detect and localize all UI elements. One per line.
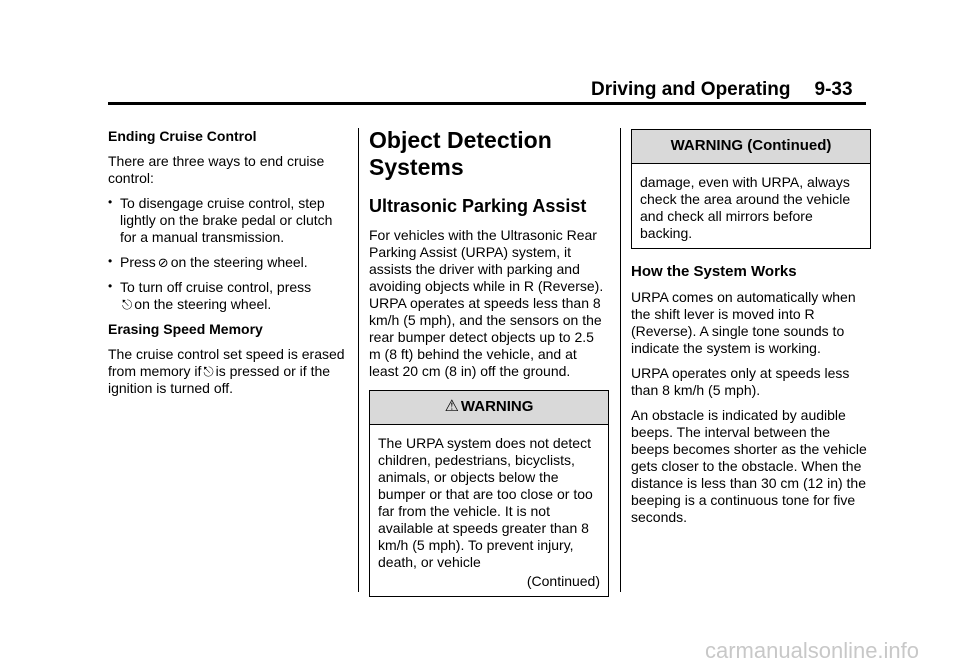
subsection-heading: Ultrasonic Parking Assist — [369, 196, 587, 216]
warning-triangle-icon: ⚠ — [444, 398, 459, 415]
warning-box — [369, 390, 609, 597]
heading-ending-cruise: Ending Cruise Control — [108, 128, 257, 144]
bullet-list — [108, 195, 348, 313]
column-divider — [358, 128, 359, 592]
paragraph: URPA comes on automatically when the shift lever is moved into R (Reverse). A single tone sounds to indicate the system is working. — [631, 289, 856, 356]
section-title: Driving and Operating — [591, 79, 791, 100]
warning-body — [370, 425, 608, 596]
header-rule — [108, 102, 866, 105]
warning-continued-body — [632, 164, 870, 248]
column-divider — [620, 128, 621, 592]
warning-continued-box — [631, 129, 871, 249]
cruise-on-off-icon: ⎋ — [203, 364, 214, 379]
cruise-on-off-icon: ⎋ — [122, 297, 133, 312]
paragraph: An obstacle is indicated by audible beeps. The interval between the beeps becomes shorter as the vehicle gets closer to the obstacle. When the distance is less than 30 cm (12 in) the beeping is a continuous tone for five seconds. — [631, 407, 867, 525]
urpa-description: For vehicles with the Ultrasonic Rear Parking Assist (URPA) system, it assists the driver with parking and avoiding objects while in R (Reverse). URPA operates at speeds less than 8 km/h (5 mph), and the sensors on the rear bumper detect objects up to 2.5 m (8 ft) behind the vehicle, and at least 20 cm (8 in) off the ground. — [369, 227, 604, 379]
column-1 — [108, 128, 348, 405]
column-2 — [369, 127, 609, 597]
continued-label: (Continued) — [526, 573, 600, 589]
list-item: • To disengage cruise control, step lightly on the brake pedal or clutch for a manual transmission. — [108, 195, 348, 246]
heading-erasing-memory: Erasing Speed Memory — [108, 321, 263, 337]
how-it-works-heading: How the System Works — [631, 263, 797, 280]
list-item: • Press ⊘ on the steering wheel. — [108, 254, 348, 271]
section-heading: Object Detection Systems — [369, 127, 552, 180]
paragraph: URPA operates only at speeds less than 8 km/h (5 mph). — [631, 365, 850, 398]
column-3 — [631, 129, 871, 534]
warning-continued-header: WARNING (Continued) — [632, 130, 870, 164]
list-item: • To turn off cruise control, press ⎋ on the steering wheel. — [108, 279, 348, 313]
page-header — [591, 79, 853, 101]
footer-watermark: carmanualsonline.info — [705, 638, 920, 663]
warning-text: The URPA system does not detect children, pedestrians, bicyclists, animals, or objects below the bumper or that are too close or too far from the vehicle. It is not available at speeds greater than 8 km/h (5 mph). To prevent injury, death, or vehicle — [378, 435, 593, 570]
warning-header: ⚠ WARNING — [370, 391, 608, 425]
page-number: 9-33 — [814, 79, 853, 100]
cancel-cruise-icon: ⊘ — [157, 255, 169, 270]
erase-paragraph: The cruise control set speed is erased from memory if ⎋ is pressed or if the ignition is turned off. — [108, 346, 345, 396]
intro-paragraph: There are three ways to end cruise control: — [108, 153, 325, 186]
warning-continued-text: damage, even with URPA, always check the area around the vehicle and check all mirrors before backing. — [640, 174, 851, 241]
